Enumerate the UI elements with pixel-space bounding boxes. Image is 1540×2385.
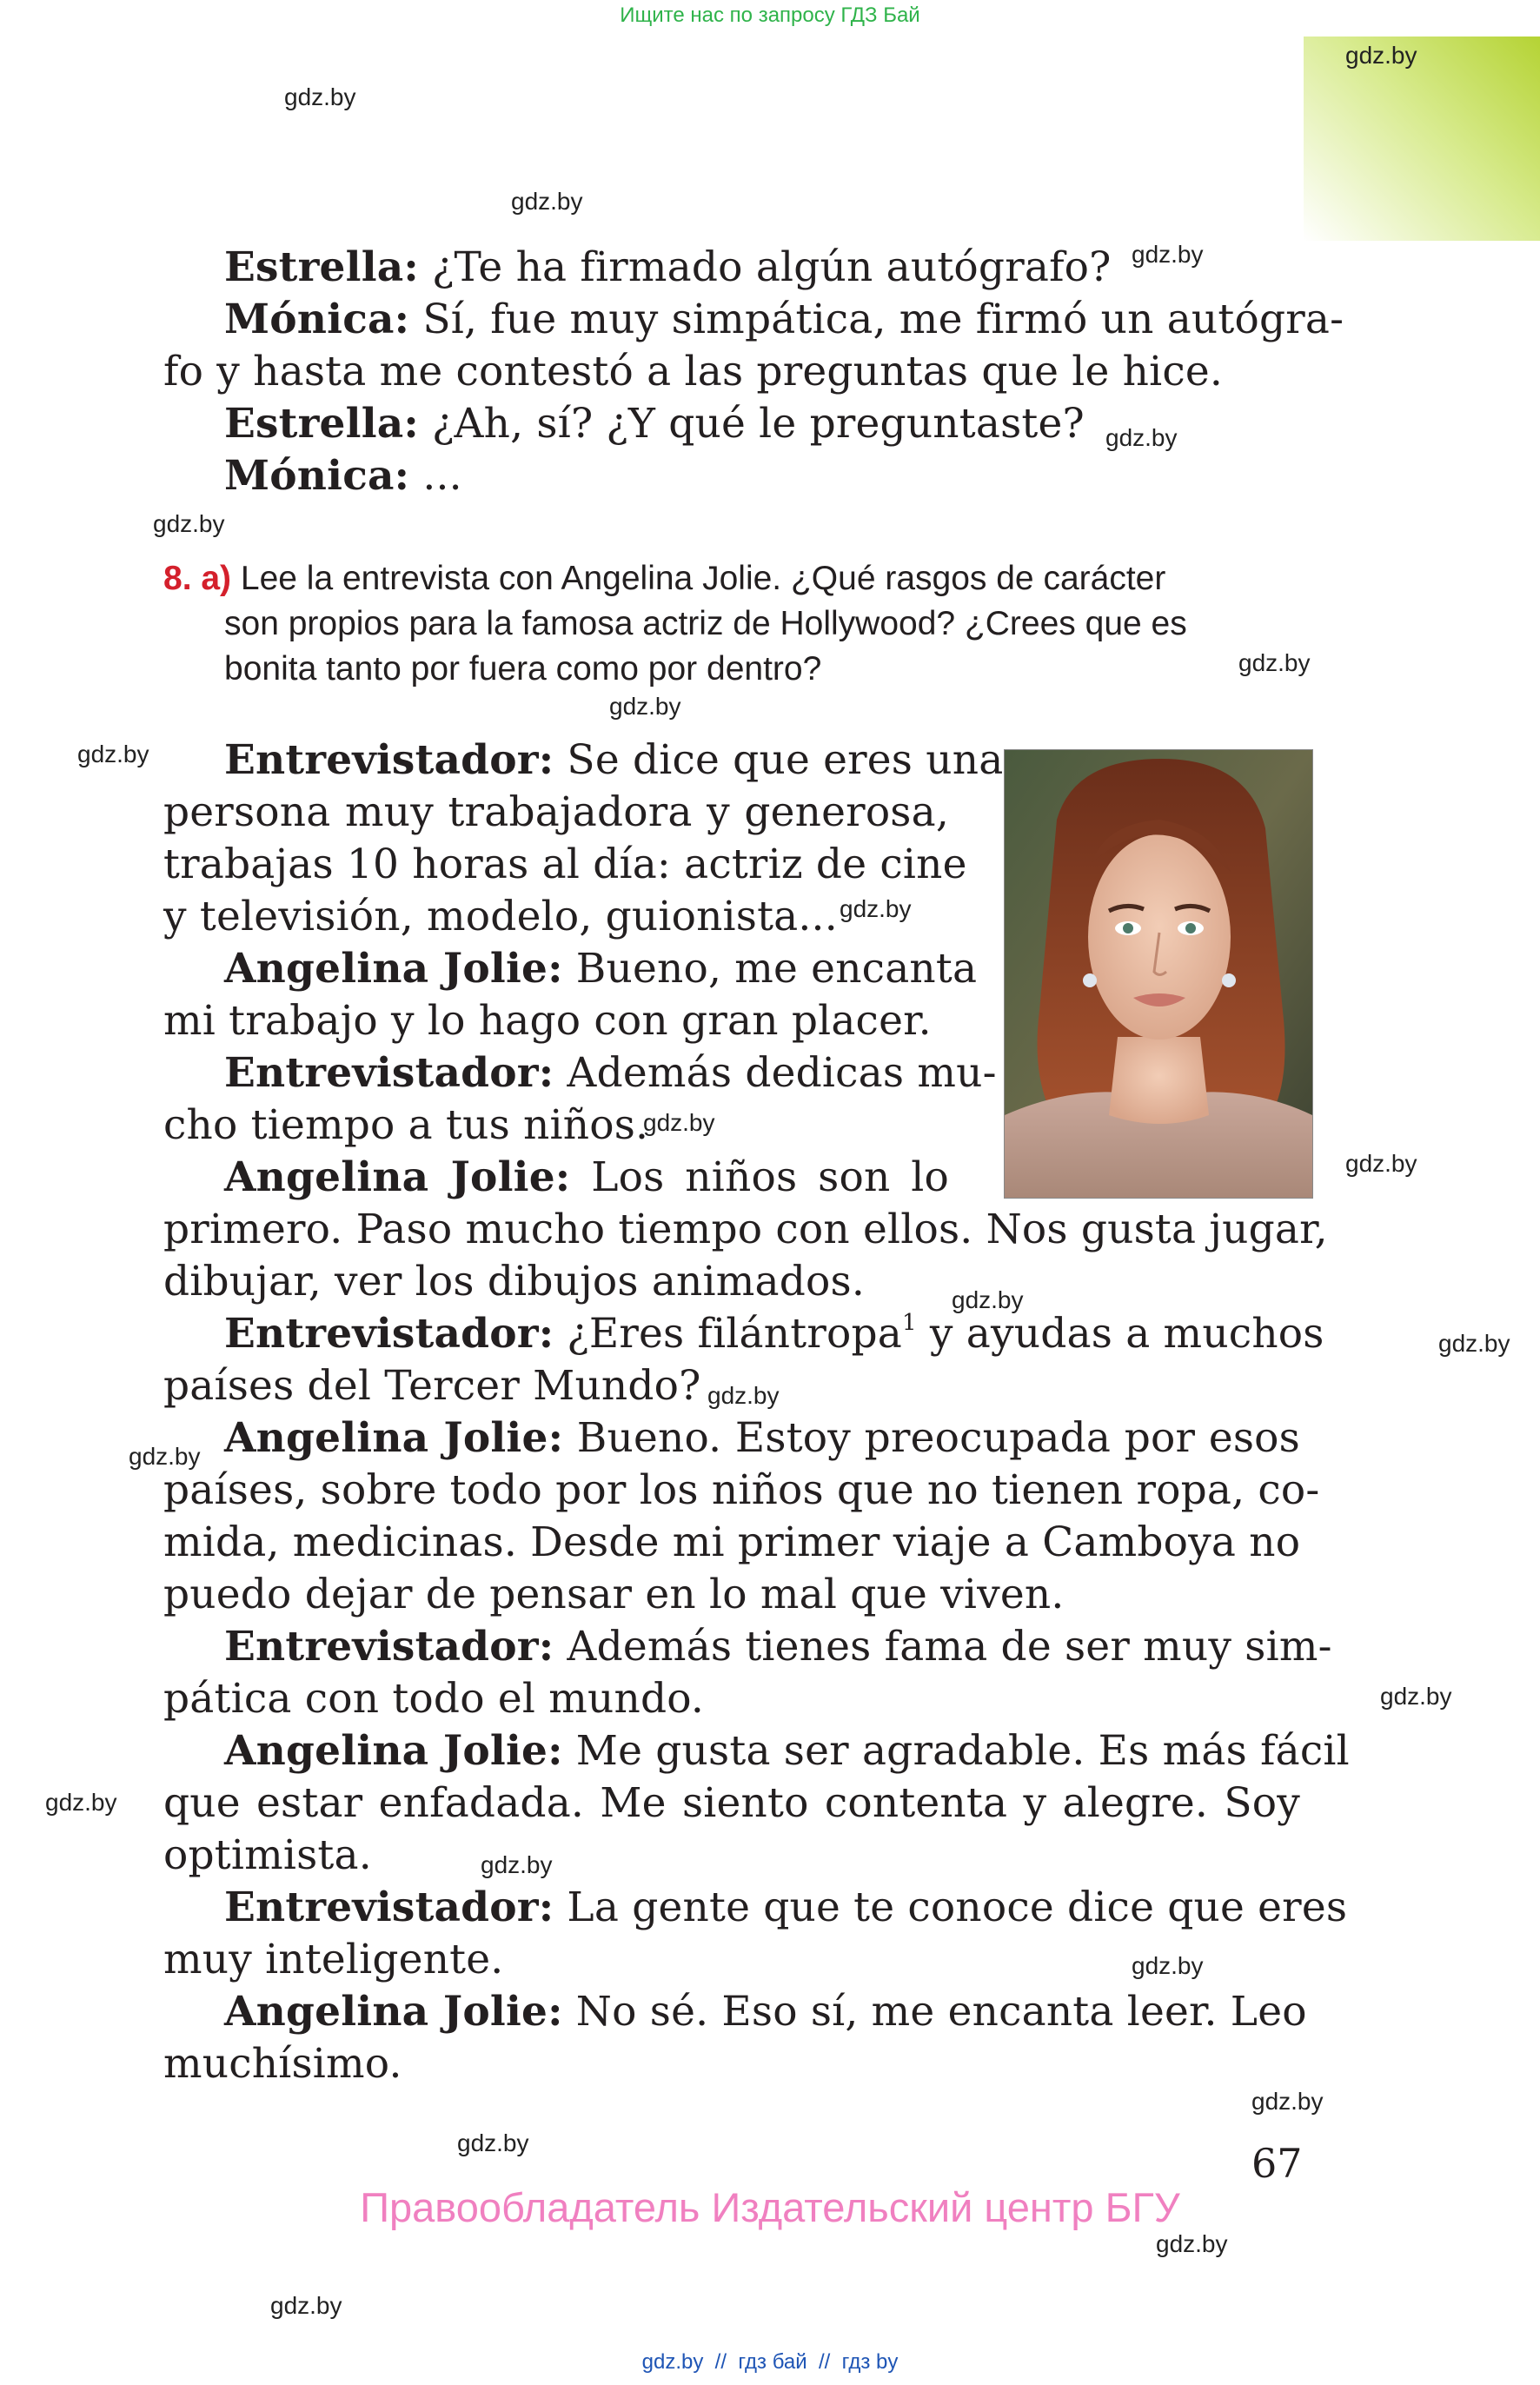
watermark: gdz.by	[1156, 2230, 1228, 2257]
footer-links[interactable]: gdz.by // гдз бай // гдз by	[641, 2350, 899, 2374]
watermark: gdz.by	[1105, 424, 1178, 451]
task-text: Lee la entrevista con Angelina Jolie. ¿Qué rasgos de carácter	[231, 560, 1166, 597]
copyright-line: Правообладатель Издательский центр БГУ	[360, 2184, 1180, 2230]
task-number: 8. a)	[163, 560, 232, 597]
watermark: gdz.by	[45, 1789, 117, 1816]
watermark: gdz.by	[1238, 649, 1311, 676]
interview-line: muchísimo.	[163, 2040, 402, 2088]
watermark: gdz.by	[153, 510, 225, 537]
line-text: Los niños son lo	[570, 1153, 949, 1201]
page-number: 67	[1251, 2140, 1303, 2187]
watermark: gdz.by	[1380, 1683, 1452, 1710]
interview-line: optimista.	[163, 1831, 372, 1879]
line-text: Además tienes fama de ser muy sim-	[554, 1623, 1332, 1671]
dialogue-line	[224, 242, 1112, 294]
watermark: gdz.by	[609, 693, 681, 720]
line-text: ¿Ah, sí? ¿Y qué le preguntaste?	[418, 400, 1085, 448]
line-text: Bueno. Estoy preocupada por esos	[563, 1414, 1300, 1462]
speaker: Mónica:	[224, 452, 410, 500]
line-text: Bueno, me encanta	[562, 945, 978, 993]
line-text: No sé. Eso sí, me encanta leer. Leo	[562, 1988, 1307, 2036]
line-text: La gente que te conoce dice que eres	[554, 1883, 1348, 1931]
interview-line	[224, 1308, 1324, 1360]
task-line: son propios para la famosa actriz de Hollywood? ¿Crees que es	[224, 605, 1187, 642]
speaker: Entrevistador:	[224, 1049, 554, 1097]
portrait-illustration	[1005, 750, 1312, 1198]
interview-line	[224, 1412, 1300, 1465]
watermark: gdz.by	[284, 83, 356, 110]
dialogue-line	[163, 346, 1223, 398]
speaker: Mónica:	[224, 296, 410, 343]
line-text: y ayudas a muchos	[916, 1310, 1324, 1358]
interview-line: dibujar, ver los dibujos animados.	[163, 1258, 865, 1305]
watermark: gdz.by	[77, 741, 149, 767]
line-text: Sí, fue muy simpática, me firmó un autógra-	[409, 296, 1344, 343]
dialogue-line	[224, 450, 462, 502]
watermark: gdz.by	[1251, 2088, 1324, 2115]
watermark: gdz.by	[511, 188, 583, 215]
line-text: ¿Te ha firmado algún autógrafo?	[418, 243, 1112, 291]
task-line: bonita tanto por fuera como por dentro?	[224, 650, 822, 688]
interview-line: y televisión, modelo, guionista...	[163, 893, 838, 940]
interview-line	[224, 1882, 1348, 1934]
watermark: gdz.by	[129, 1443, 201, 1470]
interview-line: países, sobre todo por los niños que no tienen ropa, co-	[163, 1466, 1320, 1514]
watermark: gdz.by	[707, 1382, 780, 1409]
interview-line	[224, 1047, 997, 1099]
watermark: gdz.by	[270, 2292, 342, 2319]
task-line	[163, 556, 1165, 601]
interview-line	[224, 734, 1003, 787]
speaker: Angelina Jolie:	[224, 1414, 564, 1462]
interview-line: pática con todo el mundo.	[163, 1675, 705, 1723]
watermark: gdz.by	[1132, 241, 1204, 268]
speaker: Angelina Jolie:	[224, 945, 563, 993]
speaker: Entrevistador:	[224, 1883, 554, 1931]
line-text: ...	[409, 452, 462, 500]
line-text: ¿Eres filántropa	[554, 1310, 902, 1358]
speaker: Entrevistador:	[224, 1623, 554, 1671]
speaker: Estrella:	[224, 243, 419, 291]
interview-line: que estar enfadada. Me siento contenta y alegre. Soy	[163, 1779, 1300, 1827]
interview-line: trabajas 10 horas al día: actriz de cine	[163, 840, 967, 888]
interview-line	[224, 1986, 1307, 2038]
interview-line: puedo dejar de pensar en lo mal que viven.	[163, 1571, 1065, 1618]
interview-line: países del Tercer Mundo?	[163, 1362, 701, 1410]
speaker: Entrevistador:	[224, 1310, 554, 1358]
speaker: Angelina Jolie:	[224, 1153, 571, 1201]
watermark: gdz.by	[1438, 1330, 1510, 1357]
header-search-note[interactable]: Ищите нас по запросу ГДЗ Бай	[620, 3, 920, 27]
corner-decoration	[1304, 37, 1540, 241]
interview-line	[224, 1152, 949, 1204]
watermark: gdz.by	[840, 895, 912, 922]
interview-line: muy inteligente.	[163, 1936, 504, 1983]
dialogue-line	[224, 398, 1085, 450]
interview-line: cho tiempo a tus niños.	[163, 1101, 649, 1149]
line-text: Me gusta ser agradable. Es más fácil	[562, 1727, 1350, 1775]
speaker: Angelina Jolie:	[224, 1727, 563, 1775]
interview-line	[224, 943, 977, 995]
watermark: gdz.by	[1345, 42, 1417, 69]
speaker: Estrella:	[224, 400, 419, 448]
speaker: Angelina Jolie:	[224, 1988, 563, 2036]
watermark: gdz.by	[1345, 1150, 1417, 1177]
interview-line	[224, 1725, 1350, 1777]
footnote-marker: 1	[902, 1310, 917, 1336]
speaker: Entrevistador:	[224, 736, 554, 784]
interview-line: primero. Paso mucho tiempo con ellos. Nos gusta jugar,	[163, 1206, 1328, 1253]
dialogue-line	[224, 294, 1344, 346]
watermark: gdz.by	[952, 1286, 1024, 1313]
watermark: gdz.by	[1132, 1952, 1204, 1979]
interview-line	[224, 1621, 1332, 1673]
interview-line: persona muy trabajadora y generosa,	[163, 788, 949, 836]
watermark: gdz.by	[457, 2129, 529, 2156]
line-text: fo y hasta me contestó a las preguntas que le hice.	[163, 348, 1224, 395]
portrait-photo	[1004, 749, 1313, 1199]
interview-line: mi trabajo y lo hago con gran placer.	[163, 997, 932, 1045]
line-text: Se dice que eres una	[554, 736, 1004, 784]
watermark: gdz.by	[643, 1109, 715, 1136]
watermark: gdz.by	[481, 1851, 553, 1878]
interview-line: mida, medicinas. Desde mi primer viaje a Camboya no	[163, 1518, 1301, 1566]
line-text: Además dedicas mu-	[554, 1049, 997, 1097]
